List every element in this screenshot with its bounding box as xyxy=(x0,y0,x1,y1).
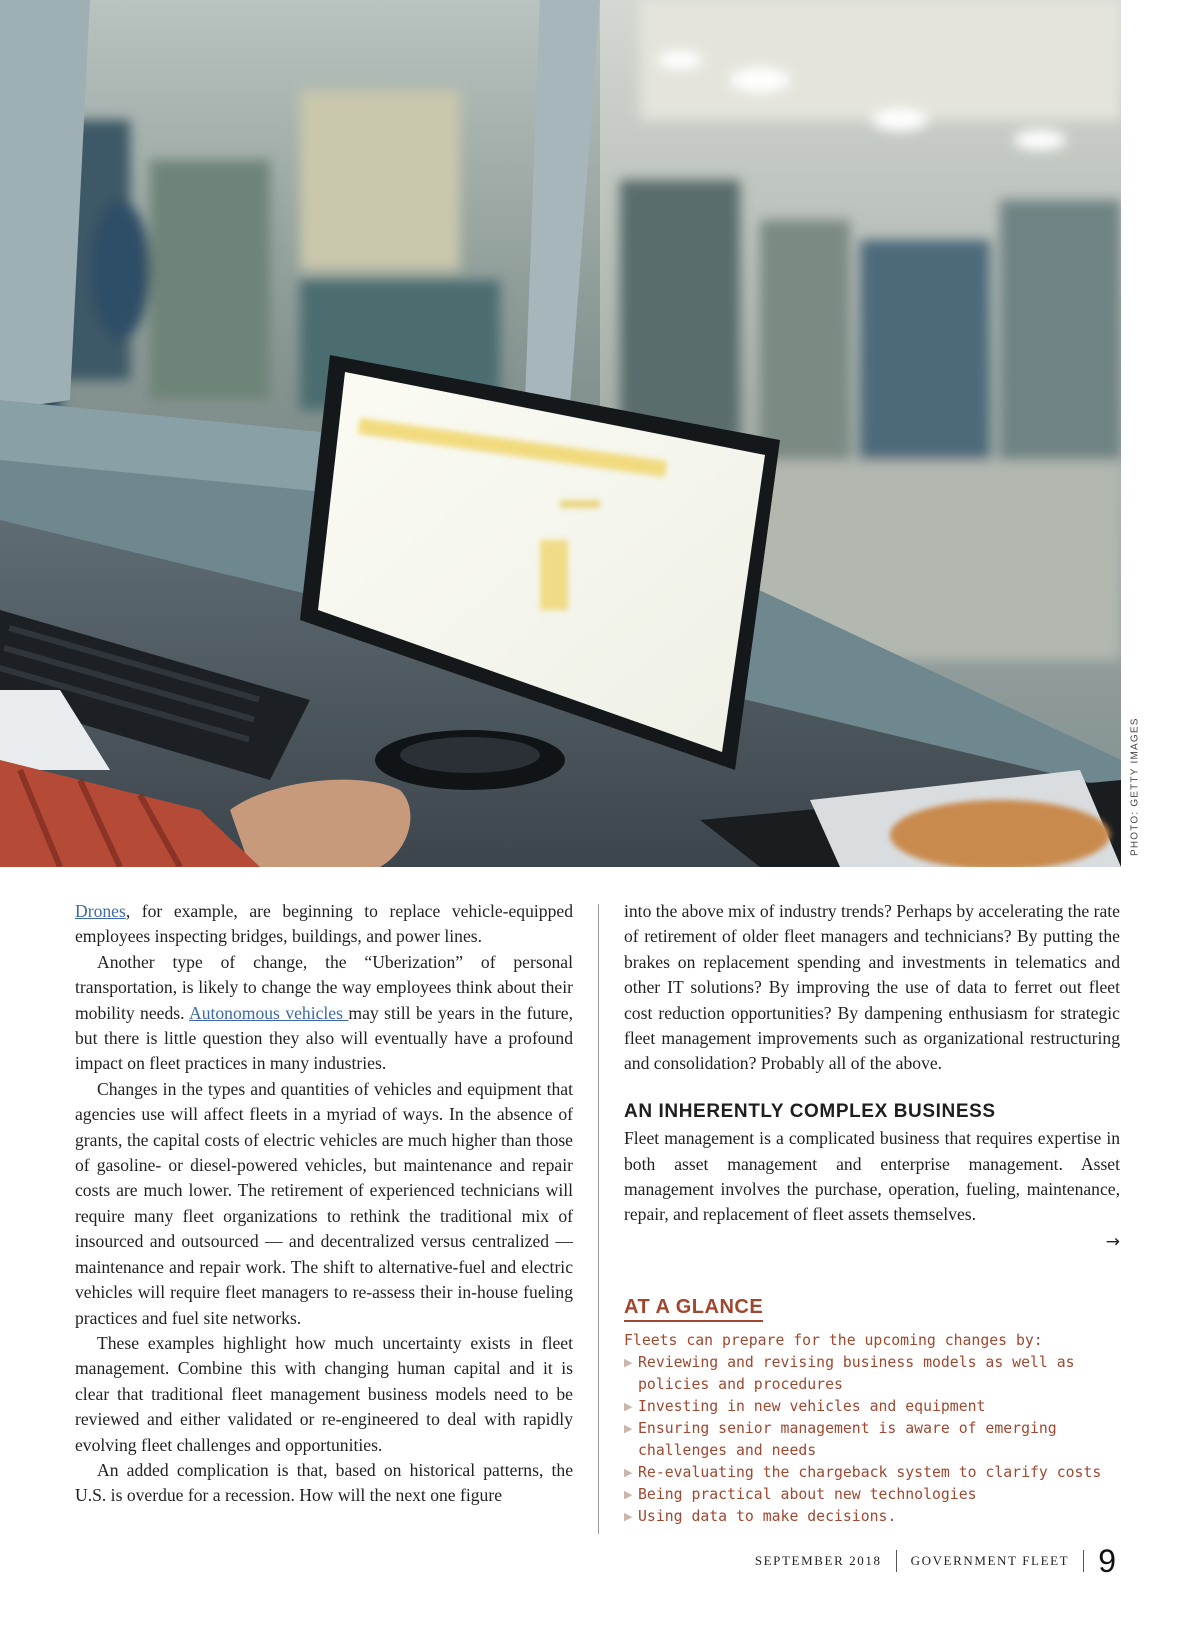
paragraph: Changes in the types and quantities of vehicles and equipment that agencies use will affect fleets in a myriad of ways. In the absence of grants, the capital costs of electric vehicles are much higher than those of gasoline- or diesel-powered vehicles, but maintenance and repair costs are much lower. The retirement of experienced technicians will require many fleet organizations to rethink the traditional mix of insourced and outsourced — and decentralized versus centralized — maintenance and repair work. The shift to alternative-fuel and electric vehicles will require fleet managers to re-assess their in-house fueling practices and fuel site networks. xyxy=(75,1078,573,1328)
office-workstation-photo xyxy=(0,0,1121,867)
list-item: ▶ Ensuring senior management is aware of emerging challenges and needs xyxy=(624,1420,1057,1459)
page-number: 9 xyxy=(1098,1543,1116,1579)
triangle-bullet-icon: ▶ xyxy=(624,1356,633,1369)
paragraph: into the above mix of industry trends? Perhaps by accelerating the rate of retirement of older fleet managers and technicians? By putting the brakes on replacement spending and investments in telematics and other IT solutions? By improving the use of data to ferret out fleet cost reduction opportunities? By dampening enthusiasm for strategic fleet management improvements such as organizational restructuring and consolidation? Probably all of the above. xyxy=(624,901,1120,1074)
publication-name: GOVERNMENT FLEET xyxy=(910,1553,1070,1568)
article-column-left xyxy=(75,899,573,1509)
header-photo xyxy=(0,0,1121,867)
triangle-bullet-icon: ▶ xyxy=(624,1466,633,1479)
footer-divider xyxy=(896,1550,897,1572)
list-item: ▶ Investing in new vehicles and equipment xyxy=(624,1396,1120,1418)
column-divider xyxy=(598,904,599,1534)
paragraph: An added complication is that, based on historical patterns, the U.S. is overdue for a recession. How will the next one figure xyxy=(75,1459,573,1506)
at-a-glance-list xyxy=(624,1352,1120,1528)
issue-date: SEPTEMBER 2018 xyxy=(754,1553,882,1568)
triangle-bullet-icon: ▶ xyxy=(624,1488,633,1501)
article-column-right xyxy=(624,899,1120,1254)
drones-link[interactable]: Drones xyxy=(75,901,126,921)
list-item: ▶ Using data to make decisions. xyxy=(624,1506,1120,1528)
at-a-glance-title: AT A GLANCE xyxy=(624,1296,763,1322)
paragraph: Drones, for example, are beginning to replace vehicle-equipped employees inspecting bridges, buildings, and power lines. xyxy=(75,901,573,947)
triangle-bullet-icon: ▶ xyxy=(624,1510,633,1523)
paragraph: Fleet management is a complicated business that requires expertise in both asset management and enterprise management. Asset management involves the purchase, operation, fueling, maintenance, repair, and replacement of fleet assets themselves. xyxy=(624,1128,1120,1225)
at-a-glance-intro: Fleets can prepare for the upcoming changes by: xyxy=(624,1332,1043,1349)
triangle-bullet-icon: ▶ xyxy=(624,1422,633,1435)
paragraph: Another type of change, the “Uberization” of personal transportation, is likely to change the way employees think about their mobility needs. Autonomous vehicles may still be years in the future, but there is little question they also will eventually have a profound impact on fleet practices in many industries. xyxy=(75,951,573,1074)
section-heading: AN INHERENTLY COMPLEX BUSINESS xyxy=(624,1100,996,1122)
page-footer xyxy=(755,1545,1116,1577)
autonomous-vehicles-link[interactable]: Autonomous vehicles xyxy=(188,1002,349,1023)
photo-credit: PHOTO: GETTY IMAGES xyxy=(1129,717,1141,856)
list-item: ▶ Reviewing and revising business models as well as policies and procedures xyxy=(624,1354,1075,1393)
triangle-bullet-icon: ▶ xyxy=(624,1400,633,1413)
list-item: ▶ Being practical about new technologies xyxy=(624,1484,1120,1506)
continue-arrow-icon: → xyxy=(1105,1231,1120,1252)
list-item: ▶ Re-evaluating the chargeback system to clarify costs xyxy=(624,1462,1120,1484)
footer-divider xyxy=(1083,1550,1084,1572)
paragraph: These examples highlight how much uncertainty exists in fleet management. Combine this with changing human capital and it is clear that traditional fleet management business models need to be reviewed and either validated or re-engineered to deal with rapidly evolving fleet challenges and opportunities. xyxy=(75,1332,573,1455)
at-a-glance-box xyxy=(624,1296,1120,1528)
